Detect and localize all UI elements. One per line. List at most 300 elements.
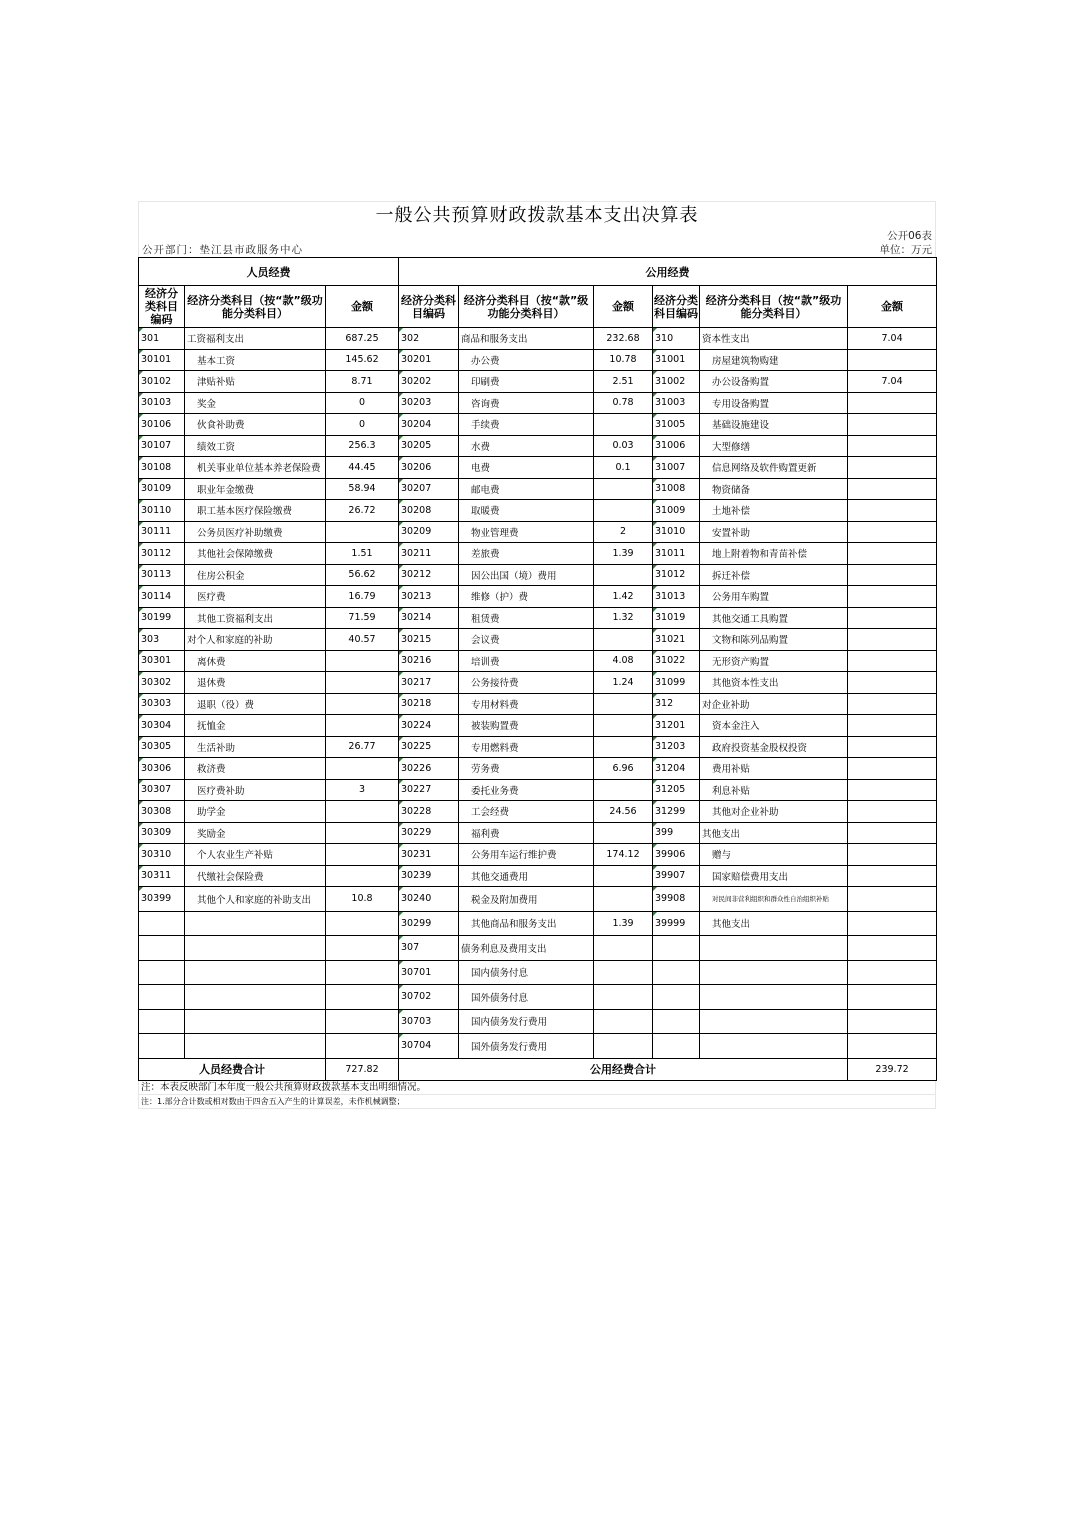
table-row [139,911,937,936]
cell-code: 30704 [399,1034,459,1059]
cell-code: 30114 [139,586,185,608]
table-row [139,629,937,651]
cell-code: 31002 [653,371,700,393]
cell-amount: 1.51 [326,543,399,565]
cell-code: 31022 [653,650,700,672]
table-row [139,844,937,866]
cell-amount: 1.39 [594,543,653,565]
cell-code: 302 [399,328,459,350]
cell-name: 伙食补助费 [185,414,326,436]
cell-amount: 40.57 [326,629,399,651]
cell-code: 31001 [653,349,700,371]
cell-code: 31205 [653,779,700,801]
cell-amount [326,672,399,694]
cell-amount [848,457,937,479]
table-row [139,865,937,887]
cell-code [653,960,700,985]
cell-code: 30211 [399,543,459,565]
cell-name: 其他交通工具购置 [700,607,848,629]
cell-name: 退休费 [185,672,326,694]
cell-name: 利息补贴 [700,779,848,801]
cell-name: 其他支出 [700,911,848,936]
table-row [139,607,937,629]
cell-name [185,1009,326,1034]
cell-name: 拆迁补偿 [700,564,848,586]
cell-code: 30225 [399,736,459,758]
cell-code: 30226 [399,758,459,780]
cell-amount [326,822,399,844]
cell-amount [848,985,937,1010]
table-row [139,500,937,522]
cell-name: 办公费 [459,349,594,371]
cell-amount: 6.96 [594,758,653,780]
cell-amount [848,349,937,371]
cell-name: 基础设施建设 [700,414,848,436]
cell-code: 30215 [399,629,459,651]
cell-code: 30239 [399,865,459,887]
cell-code: 30301 [139,650,185,672]
cell-code: 30310 [139,844,185,866]
cell-code: 31204 [653,758,700,780]
table-row [139,801,937,823]
cell-code: 30307 [139,779,185,801]
cell-amount [594,564,653,586]
cell-name: 差旅费 [459,543,594,565]
cell-code [653,985,700,1010]
cell-code: 31005 [653,414,700,436]
cell-code: 30228 [399,801,459,823]
cell-amount [848,844,937,866]
cell-code: 30304 [139,715,185,737]
table-number-row [138,229,936,243]
cell-amount: 0.1 [594,457,653,479]
cell-name: 其他资本性支出 [700,672,848,694]
cell-code: 31008 [653,478,700,500]
cell-name [185,960,326,985]
cell-name: 物业管理费 [459,521,594,543]
cell-amount [594,960,653,985]
cell-code: 30204 [399,414,459,436]
col-header-name: 经济分类科目（按“款”级功能分类科目） [185,286,326,328]
cell-amount [848,693,937,715]
cell-code: 30240 [399,887,459,912]
cell-code: 30703 [399,1009,459,1034]
cell-code: 31201 [653,715,700,737]
cell-name [700,1034,848,1059]
cell-name: 国外债务付息 [459,985,594,1010]
col-header-name: 经济分类科目（按“款”级功能分类科目） [700,286,848,328]
cell-amount [594,478,653,500]
cell-name: 政府投资基金股权投资 [700,736,848,758]
cell-name: 信息网络及软件购置更新 [700,457,848,479]
cell-name: 培训费 [459,650,594,672]
col-header-name: 经济分类科目（按“款”级功能分类科目） [459,286,594,328]
table-row [139,371,937,393]
cell-code: 31009 [653,500,700,522]
cell-amount [848,392,937,414]
table-row [139,758,937,780]
table-row [139,779,937,801]
cell-amount [594,715,653,737]
department-row [138,243,936,257]
cell-code: 39906 [653,844,700,866]
cell-amount [326,693,399,715]
cell-amount: 1.32 [594,607,653,629]
cell-name: 奖励金 [185,822,326,844]
cell-name: 工会经费 [459,801,594,823]
totals-row [139,1058,937,1080]
cell-name: 会议费 [459,629,594,651]
col-header-code: 经济分类科目编码 [399,286,459,328]
cell-name: 专用材料费 [459,693,594,715]
cell-code: 30108 [139,457,185,479]
cell-name: 房屋建筑物购建 [700,349,848,371]
cell-name [185,911,326,936]
cell-amount [848,911,937,936]
cell-amount [326,911,399,936]
cell-name: 大型修缮 [700,435,848,457]
cell-name: 住房公积金 [185,564,326,586]
cell-amount: 44.45 [326,457,399,479]
sheet-title: 一般公共预算财政拨款基本支出决算表 [138,201,936,229]
cell-name: 救济费 [185,758,326,780]
cell-name [700,1009,848,1034]
cell-amount [848,715,937,737]
table-row [139,543,937,565]
cell-amount [594,1034,653,1059]
cell-amount [594,936,653,961]
cell-name: 邮电费 [459,478,594,500]
cell-code: 30208 [399,500,459,522]
cell-code: 31007 [653,457,700,479]
cell-amount: 687.25 [326,328,399,350]
cell-name [185,936,326,961]
cell-name: 债务利息及费用支出 [459,936,594,961]
table-row [139,564,937,586]
cell-name: 商品和服务支出 [459,328,594,350]
cell-code: 31012 [653,564,700,586]
cell-amount [848,887,937,912]
cell-code: 30302 [139,672,185,694]
table-row [139,392,937,414]
table-row [139,985,937,1010]
cell-code: 39999 [653,911,700,936]
cell-amount: 7.04 [848,328,937,350]
cell-code [653,1009,700,1034]
cell-name: 国内债务发行费用 [459,1009,594,1034]
personnel-total-value: 727.82 [326,1058,399,1080]
cell-amount [848,435,937,457]
cell-code: 30224 [399,715,459,737]
cell-amount [326,1034,399,1059]
cell-amount [326,865,399,887]
cell-name [185,1034,326,1059]
table-row [139,736,937,758]
cell-name: 公务用车运行维护费 [459,844,594,866]
cell-name: 其他个人和家庭的补助支出 [185,887,326,912]
cell-amount [848,1034,937,1059]
cell-name: 代缴社会保险费 [185,865,326,887]
cell-amount [594,500,653,522]
cell-name: 专用燃料费 [459,736,594,758]
cell-code: 30102 [139,371,185,393]
cell-amount [594,985,653,1010]
cell-name: 赠与 [700,844,848,866]
cell-code: 30227 [399,779,459,801]
cell-code: 301 [139,328,185,350]
table-row [139,435,937,457]
cell-amount [848,564,937,586]
cell-code [139,985,185,1010]
cell-name: 医疗费 [185,586,326,608]
table-row [139,414,937,436]
cell-name: 奖金 [185,392,326,414]
cell-name: 国家赔偿费用支出 [700,865,848,887]
cell-name: 被装购置费 [459,715,594,737]
cell-name: 职工基本医疗保险缴费 [185,500,326,522]
cell-amount [326,801,399,823]
cell-name: 维修（护）费 [459,586,594,608]
table-row [139,328,937,350]
cell-amount [594,736,653,758]
department-label: 公开部门：垫江县市政服务中心 [142,244,303,256]
cell-amount: 26.72 [326,500,399,522]
cell-amount [848,758,937,780]
cell-name: 退职（役）费 [185,693,326,715]
cell-name: 基本工资 [185,349,326,371]
cell-name: 印刷费 [459,371,594,393]
cell-name: 其他交通费用 [459,865,594,887]
cell-name: 其他社会保障缴费 [185,543,326,565]
unit-label: 单位：万元 [879,244,932,256]
cell-code: 30702 [399,985,459,1010]
cell-amount [848,629,937,651]
cell-code [139,1034,185,1059]
cell-name: 工资福利支出 [185,328,326,350]
cell-name: 对个人和家庭的补助 [185,629,326,651]
cell-amount [594,629,653,651]
cell-code: 30309 [139,822,185,844]
cell-amount: 10.8 [326,887,399,912]
cell-amount: 24.56 [594,801,653,823]
cell-amount: 26.77 [326,736,399,758]
cell-name: 委托业务费 [459,779,594,801]
cell-amount: 0.03 [594,435,653,457]
cell-amount [326,985,399,1010]
col-header-amount: 金额 [594,286,653,328]
cell-name: 劳务费 [459,758,594,780]
cell-name: 取暖费 [459,500,594,522]
cell-name: 无形资产购置 [700,650,848,672]
cell-code: 39908 [653,887,700,912]
cell-name: 办公设备购置 [700,371,848,393]
cell-code: 31021 [653,629,700,651]
cell-code: 30299 [399,911,459,936]
col-header-code: 经济分类科目编码 [139,286,185,328]
cell-name: 租赁费 [459,607,594,629]
cell-name: 文物和陈列品购置 [700,629,848,651]
cell-code: 30203 [399,392,459,414]
cell-name: 抚恤金 [185,715,326,737]
cell-code: 31019 [653,607,700,629]
table-row [139,478,937,500]
cell-code: 30107 [139,435,185,457]
cell-code: 30199 [139,607,185,629]
cell-code: 30303 [139,693,185,715]
table-row [139,1009,937,1034]
cell-amount: 2.51 [594,371,653,393]
cell-name [185,985,326,1010]
cell-code: 30308 [139,801,185,823]
cell-amount [848,779,937,801]
cell-amount: 256.3 [326,435,399,457]
cell-name: 其他商品和服务支出 [459,911,594,936]
expenditure-table [138,257,937,1081]
cell-code [139,1009,185,1034]
cell-code: 399 [653,822,700,844]
cell-amount: 71.59 [326,607,399,629]
cell-code: 30205 [399,435,459,457]
cell-amount [848,586,937,608]
cell-code: 30305 [139,736,185,758]
table-row [139,349,937,371]
cell-name: 国外债务发行费用 [459,1034,594,1059]
cell-name: 个人农业生产补贴 [185,844,326,866]
cell-amount: 232.68 [594,328,653,350]
table-row [139,672,937,694]
cell-code: 310 [653,328,700,350]
cell-code: 30106 [139,414,185,436]
cell-name: 职业年金缴费 [185,478,326,500]
cell-code: 30110 [139,500,185,522]
cell-code: 30218 [399,693,459,715]
cell-code: 31010 [653,521,700,543]
cell-name: 地上附着物和青苗补偿 [700,543,848,565]
cell-name: 公务用车购置 [700,586,848,608]
cell-code: 30216 [399,650,459,672]
cell-amount: 16.79 [326,586,399,608]
cell-code: 31003 [653,392,700,414]
cell-name: 公务员医疗补助缴费 [185,521,326,543]
cell-amount: 0 [326,414,399,436]
cell-amount [326,960,399,985]
cell-amount [848,607,937,629]
cell-code: 30109 [139,478,185,500]
cell-amount: 1.39 [594,911,653,936]
cell-name: 咨询费 [459,392,594,414]
cell-code: 30207 [399,478,459,500]
cell-amount: 7.04 [848,371,937,393]
cell-amount [326,758,399,780]
cell-code: 307 [399,936,459,961]
cell-code: 31013 [653,586,700,608]
personnel-section-header: 人员经费 [139,258,399,286]
cell-amount [326,844,399,866]
cell-amount [594,865,653,887]
cell-amount [848,672,937,694]
cell-name: 对企业补助 [700,693,848,715]
cell-name: 土地补偿 [700,500,848,522]
cell-amount [848,822,937,844]
cell-name: 机关事业单位基本养老保险费 [185,457,326,479]
cell-amount [326,650,399,672]
cell-name [700,985,848,1010]
cell-name: 手续费 [459,414,594,436]
cell-code [139,911,185,936]
cell-name: 绩效工资 [185,435,326,457]
cell-code: 30111 [139,521,185,543]
cell-name: 津贴补贴 [185,371,326,393]
cell-name: 生活补助 [185,736,326,758]
cell-code: 30214 [399,607,459,629]
cell-code [139,936,185,961]
cell-name: 电费 [459,457,594,479]
footnote: 注：本表反映部门本年度一般公共预算财政拨款基本支出明细情况。 [138,1081,936,1095]
cell-amount [848,543,937,565]
cell-amount [848,650,937,672]
table-row [139,457,937,479]
cell-name: 其他工资福利支出 [185,607,326,629]
cell-code: 30213 [399,586,459,608]
cell-code [653,936,700,961]
cell-amount: 4.08 [594,650,653,672]
cell-name: 助学金 [185,801,326,823]
cell-amount: 0 [326,392,399,414]
cell-code: 30209 [399,521,459,543]
table-row [139,960,937,985]
cell-code: 31299 [653,801,700,823]
section-header-row [139,258,937,286]
budget-sheet [138,201,936,1109]
cell-amount: 174.12 [594,844,653,866]
cell-amount [326,936,399,961]
cell-name: 税金及附加费用 [459,887,594,912]
cell-name [700,936,848,961]
cell-code [653,1034,700,1059]
table-number: 公开06表 [887,230,932,242]
cell-amount: 0.78 [594,392,653,414]
table-row [139,586,937,608]
cell-code: 31011 [653,543,700,565]
cell-name: 费用补贴 [700,758,848,780]
cell-amount: 3 [326,779,399,801]
table-row [139,650,937,672]
cell-name: 对民间非营利组织和群众性自治组织补贴 [700,887,848,912]
cell-amount [326,715,399,737]
cell-code: 30311 [139,865,185,887]
cell-name: 专用设备购置 [700,392,848,414]
cell-amount [594,414,653,436]
cell-name: 离休费 [185,650,326,672]
cell-code: 303 [139,629,185,651]
table-row [139,887,937,912]
cell-code: 30231 [399,844,459,866]
cell-name: 其他支出 [700,822,848,844]
cell-amount [594,693,653,715]
cell-code: 39907 [653,865,700,887]
cell-name: 水费 [459,435,594,457]
cell-code: 30113 [139,564,185,586]
personnel-total-label: 人员经费合计 [139,1058,326,1080]
cell-code: 30306 [139,758,185,780]
col-header-amount: 金额 [848,286,937,328]
cell-name: 资本金注入 [700,715,848,737]
cell-amount: 58.94 [326,478,399,500]
cell-amount: 2 [594,521,653,543]
cell-name: 国内债务付息 [459,960,594,985]
cell-name: 其他对企业补助 [700,801,848,823]
table-row [139,521,937,543]
